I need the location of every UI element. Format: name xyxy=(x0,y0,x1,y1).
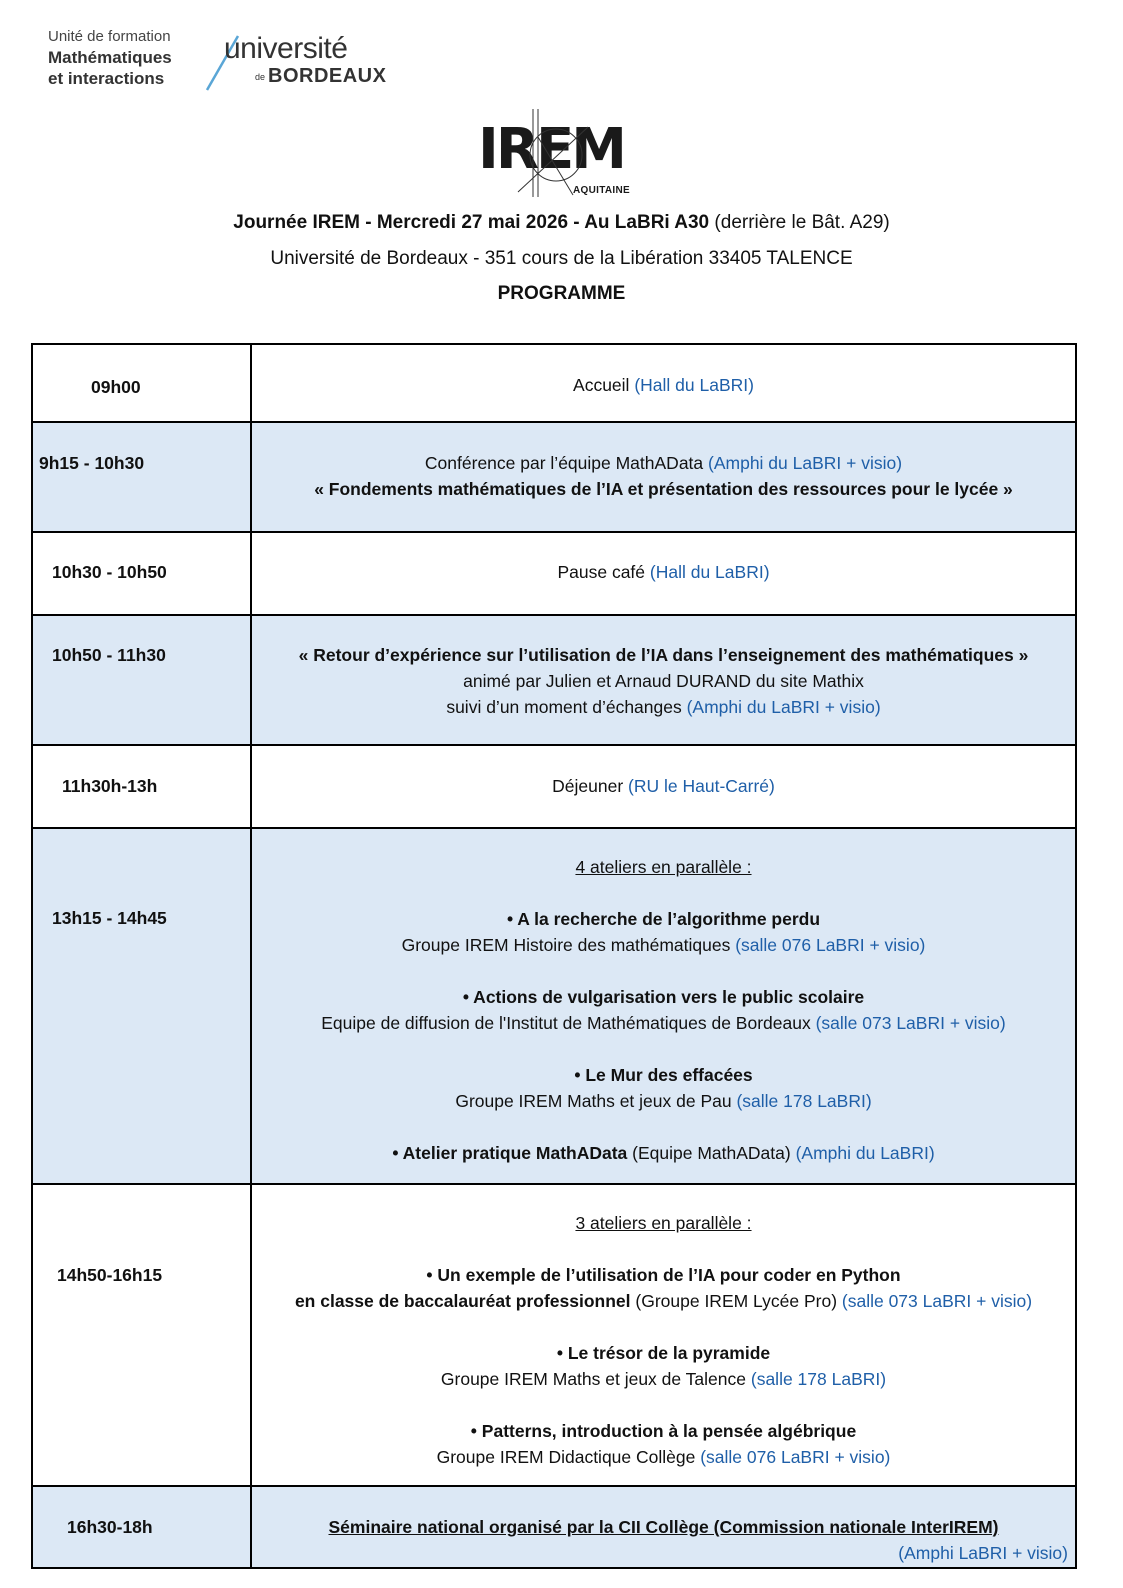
event-address: Université de Bordeaux - 351 cours de la Libération 33405 TALENCE xyxy=(270,248,853,269)
slot-location: (Amphi du LaBRI + visio) xyxy=(686,697,881,717)
workshop-item: • Le Mur des effacées Groupe IREM Maths et jeux de Pau (salle 178 LaBRI) xyxy=(455,1065,872,1111)
workshop-item: • Actions de vulgarisation vers le public scolaire Equipe de diffusion de l'Institut de Mathématiques de Bordeaux (salle 073 LaBRI + visio) xyxy=(321,987,1006,1033)
ub-logo-de: de xyxy=(255,72,266,82)
workshop-item: • Le trésor de la pyramide Groupe IREM Maths et jeux de Talence (salle 178 LaBRI) xyxy=(440,1343,887,1389)
slot-content xyxy=(251,1184,1076,1486)
table-row xyxy=(32,1184,1076,1486)
slot-location: (Hall du LaBRI) xyxy=(649,562,770,582)
uf-logo-line1: Unité de formation xyxy=(48,28,171,45)
slot-location: (Amphi LaBRI + visio) xyxy=(898,1543,1068,1563)
event-title: Journée IREM - Mercredi 27 mai 2026 - Au LaBRi A30 (derrière le Bât. A29) xyxy=(233,212,890,233)
table-row xyxy=(32,1486,1076,1568)
slot-location: (salle 073 LaBRI + visio) xyxy=(841,1291,1033,1311)
slot-time: 16h30-18h xyxy=(32,1486,251,1568)
workshop-item: • Atelier pratique MathAData (Equipe MathAData) (Amphi du LaBRI) xyxy=(392,1143,935,1163)
irem-logo-sub: AQUITAINE xyxy=(573,185,630,196)
slot-location: (Amphi du LaBRI) xyxy=(795,1143,935,1163)
workshop-item: • A la recherche de l’algorithme perdu Groupe IREM Histoire des mathématiques (salle 076 LaBRI + visio) xyxy=(401,909,926,955)
slot-time: 10h30 - 10h50 xyxy=(32,532,251,615)
irem-logo-word: IREM xyxy=(478,117,624,182)
slot-location: (Amphi du LaBRI + visio) xyxy=(708,453,903,473)
slot-time: 14h50-16h15 xyxy=(32,1184,251,1486)
slot-location: (salle 076 LaBRI + visio) xyxy=(735,935,926,955)
universite-bordeaux-logo xyxy=(202,30,392,95)
slot-location: (salle 178 LaBRI) xyxy=(736,1091,872,1111)
table-row xyxy=(32,422,1076,532)
programme-table xyxy=(31,343,1077,1569)
workshops-heading: 3 ateliers en parallèle : xyxy=(575,1213,752,1233)
workshop-item: • Un exemple de l’utilisation de l’IA pour coder en Python en classe de baccalauréat professionnel (Groupe IREM Lycée Pro) (salle 073 LaBRI + visio) xyxy=(294,1265,1033,1311)
slot-location: (salle 178 LaBRI) xyxy=(750,1369,887,1389)
slot-content: Pause café (Hall du LaBRI) xyxy=(251,532,1076,615)
slot-location: (salle 076 LaBRI + visio) xyxy=(700,1447,891,1467)
workshops-heading: 4 ateliers en parallèle : xyxy=(575,857,752,877)
ub-logo-word: université xyxy=(224,32,348,65)
slot-time: 11h30h-13h xyxy=(32,745,251,828)
uf-logo-line3: et interactions xyxy=(48,69,165,88)
seminar-title: Séminaire national organisé par la CII Collège (Commission nationale InterIREM) xyxy=(328,1517,999,1537)
slot-content xyxy=(251,1486,1076,1568)
table-row xyxy=(32,532,1076,615)
slot-content xyxy=(251,828,1076,1184)
table-row xyxy=(32,745,1076,828)
irem-logo xyxy=(478,107,653,199)
talk-title: « Retour d’expérience sur l’utilisation de l’IA dans l’enseignement des mathématiques » xyxy=(298,645,1029,665)
slot-time: 9h15 - 10h30 xyxy=(32,422,251,532)
table-row xyxy=(32,615,1076,745)
table-row xyxy=(32,828,1076,1184)
slot-time: 10h50 - 11h30 xyxy=(32,615,251,745)
slot-location: (RU le Haut-Carré) xyxy=(628,776,775,796)
slot-content: Conférence par l’équipe MathAData (Amphi du LaBRI + visio) « Fondements mathématiques de l’IA et présentation des ressources pour le lycée » xyxy=(251,422,1076,532)
uf-logo-line2: Mathématiques xyxy=(48,47,172,67)
slot-time: 09h00 xyxy=(32,344,251,422)
slot-location: (salle 073 LaBRI + visio) xyxy=(815,1013,1006,1033)
slot-location: (Hall du LaBRI) xyxy=(634,375,754,395)
ub-logo-bordeaux: BORDEAUX xyxy=(268,65,387,87)
workshop-item: • Patterns, introduction à la pensée algébrique Groupe IREM Didactique Collège (salle 076 LaBRI + visio) xyxy=(436,1421,891,1467)
unite-formation-logo xyxy=(48,28,172,89)
programme-heading: PROGRAMME xyxy=(497,283,626,304)
slot-content: « Retour d’expérience sur l’utilisation de l’IA dans l’enseignement des mathématiques » animé par Julien et Arnaud DURAND du site Mathix suivi d’un moment d’échanges (Amphi du LaBRI + visio) xyxy=(251,615,1076,745)
slot-content: Accueil (Hall du LaBRI) xyxy=(251,344,1076,422)
table-row xyxy=(32,344,1076,422)
slot-time: 13h15 - 14h45 xyxy=(32,828,251,1184)
slot-content: Déjeuner (RU le Haut-Carré) xyxy=(251,745,1076,828)
conference-title: « Fondements mathématiques de l’IA et présentation des ressources pour le lycée » xyxy=(314,479,1013,499)
